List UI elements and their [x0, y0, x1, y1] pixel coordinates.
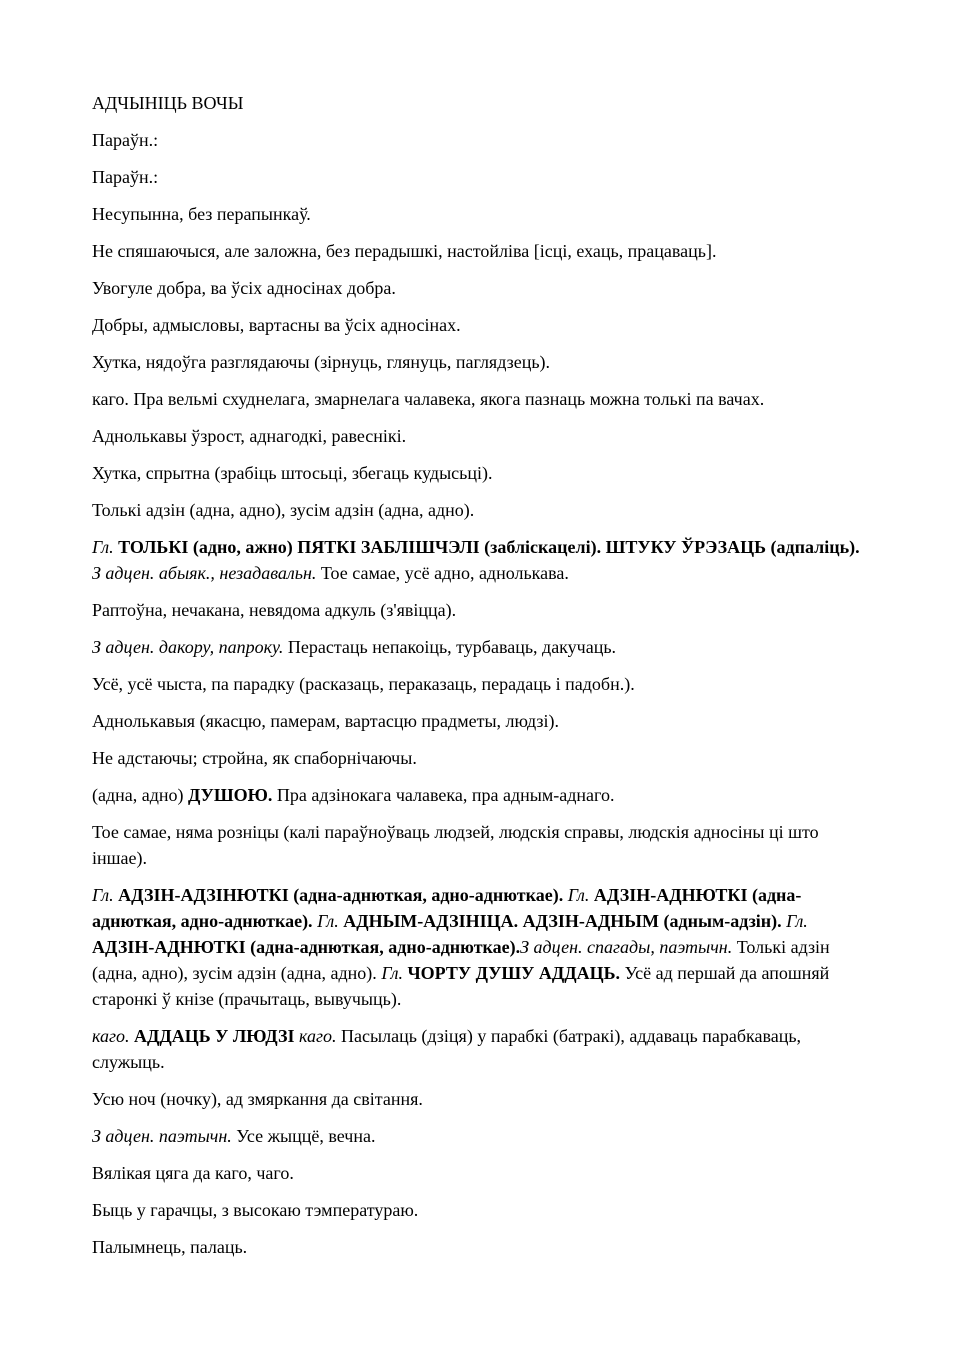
- italic-run: З адцен. абыяк., незадавальн.: [92, 563, 317, 583]
- paragraph: [92, 238, 868, 264]
- paragraph: [92, 349, 868, 375]
- paragraph: [92, 1123, 868, 1149]
- paragraph: [92, 164, 868, 190]
- bold-run: АДЗІН-АДНЮТКІ (адна-аднюткая, адно-аднюткае).: [92, 885, 802, 931]
- text-run: Пасылаць (дзіця) у парабкі (батракі), аддаваць парабкаваць, служыць.: [92, 1026, 802, 1072]
- text-run: Тое самае, няма розніцы (калі параўноўваць людзей, людскія справы, людскія адносіны ці што іншае).: [92, 822, 819, 868]
- text-run: Аднолькавыя (якасцю, памерам, вартасцю прадметы, людзі).: [92, 711, 560, 731]
- paragraph: [92, 201, 868, 227]
- document-page: [92, 90, 868, 1271]
- text-run: Раптоўна, нечакана, невядома адкуль (з'явіцца).: [92, 600, 457, 620]
- italic-run: З адцен. дакору, папроку.: [92, 637, 284, 657]
- paragraph: [92, 782, 868, 808]
- text-run: Тое самае, усё адно, аднолькава.: [316, 563, 569, 583]
- bold-run: АДЗІН-АДЗІНЮТКІ (адна-аднюткая, адно-аднюткае).: [118, 885, 564, 905]
- paragraph: [92, 497, 868, 523]
- bold-run: ТОЛЬКІ (адно, ажно) ПЯТКІ ЗАБЛІШЧЭЛІ (заблiскацелi). ШТУКУ ЎРЭЗАЦЬ (адпаліць).: [118, 537, 860, 557]
- text-run: Усё ад першай да апошняй старонкі ў кнізе (прачытаць, вывучыць).: [92, 963, 830, 1009]
- text-run: Палымнець, палаць.: [92, 1237, 248, 1257]
- paragraph-list: [92, 127, 868, 1260]
- text-run: Параўн.:: [92, 130, 159, 150]
- paragraph: [92, 882, 868, 1012]
- italic-run: Гл.: [92, 537, 114, 557]
- text-run: Перастаць непакоіць, турбаваць, дакучаць.: [283, 637, 617, 657]
- paragraph: [92, 460, 868, 486]
- italic-run: З адцен. спагады, паэтычн.: [520, 937, 733, 957]
- text-run: Толькі адзін (адна, адно), зусім адзін (адна, адно).: [92, 500, 475, 520]
- text-run: Усю ноч (ночку), ад змяркання да світання.: [92, 1089, 423, 1109]
- italic-run: Гл.: [317, 911, 339, 931]
- italic-run: Гл.: [567, 885, 590, 905]
- text-run: Добры, адмысловы, вартасны ва ўсіх адносінах.: [92, 315, 461, 335]
- text-run: Толькі адзін (адна, адно), зусім адзін (адна, адно).: [92, 937, 830, 983]
- text-run: Не спяшаючыся, але заложна, без перадышкі, настойліва [ісці, ехаць, працаваць].: [92, 241, 717, 261]
- paragraph: [92, 534, 868, 586]
- text-run: Усё, усё чыста, па парадку (расказаць, пераказаць, перадаць і падобн.).: [92, 674, 635, 694]
- paragraph: [92, 423, 868, 449]
- bold-run: ЧОРТУ ДУШУ АДДАЦЬ.: [407, 963, 621, 983]
- paragraph: [92, 127, 868, 153]
- paragraph: [92, 1023, 868, 1075]
- italic-run: Гл.: [786, 911, 808, 931]
- text-run: Пра адзінокага чалавека, пра адным-аднаго.: [272, 785, 615, 805]
- paragraph: [92, 708, 868, 734]
- bold-run: ДУШОЮ.: [188, 785, 273, 805]
- paragraph: [92, 1086, 868, 1112]
- bold-run: АДЗІН-АДНЮТКІ (адна-аднюткая, адно-аднюткае).: [92, 937, 521, 957]
- text-run: Параўн.:: [92, 167, 159, 187]
- italic-run: Гл.: [92, 885, 114, 905]
- paragraph: [92, 312, 868, 338]
- text-run: каго. Пра вельмі схуднелага, змарнелага чалавека, якога пазнаць можна толькі па вачах.: [92, 389, 765, 409]
- bold-run: АДДАЦЬ У ЛЮДЗІ: [134, 1026, 295, 1046]
- text-run: Не адстаючы; стройна, як спаборнічаючы.: [92, 748, 417, 768]
- text-run: Усе жыццё, вечна.: [231, 1126, 376, 1146]
- paragraph: [92, 1197, 868, 1223]
- bold-run: АДНЫМ-АДЗІНІЦА. АДЗІН-АДНЫМ (адным-адзін).: [343, 911, 782, 931]
- text-run: Аднолькавы ўзрост, аднагодкі, равеснікі.: [92, 426, 407, 446]
- paragraph: [92, 1234, 868, 1260]
- text-run: Быць у гарачцы, з высокаю тэмператураю.: [92, 1200, 419, 1220]
- text-run: Хутка, спрытна (зрабіць штосьці, збегаць кудысьці).: [92, 463, 493, 483]
- paragraph: [92, 1160, 868, 1186]
- paragraph: [92, 634, 868, 660]
- text-run: Увогуле добра, ва ўсіх адносінах добра.: [92, 278, 396, 298]
- italic-run: З адцен. паэтычн.: [92, 1126, 232, 1146]
- paragraph: [92, 275, 868, 301]
- text-run: Несупынна, без перапынкаў.: [92, 204, 311, 224]
- paragraph: [92, 819, 868, 871]
- italic-run: каго.: [92, 1026, 130, 1046]
- paragraph: [92, 386, 868, 412]
- paragraph: [92, 597, 868, 623]
- paragraph: [92, 671, 868, 697]
- document-title: АДЧЫНІЦЬ ВОЧЫ: [92, 93, 244, 113]
- paragraph: [92, 745, 868, 771]
- italic-run: каго.: [299, 1026, 337, 1046]
- text-run: (адна, адно): [92, 785, 189, 805]
- text-run: Вялікая цяга да каго, чаго.: [92, 1163, 294, 1183]
- italic-run: Гл.: [381, 963, 403, 983]
- text-run: Хутка, нядоўга разглядаючы (зірнуць, глянуць, паглядзець).: [92, 352, 551, 372]
